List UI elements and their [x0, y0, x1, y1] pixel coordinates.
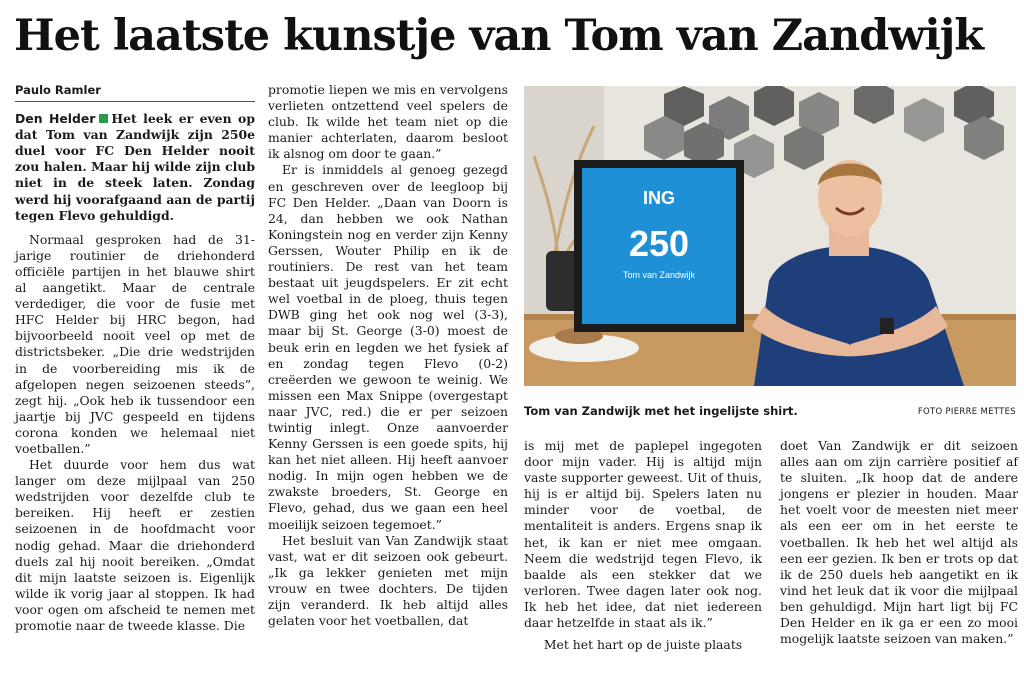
- dateline: Den Helder: [15, 111, 96, 127]
- byline: Paulo Ramler: [15, 82, 255, 102]
- article-column-1: [15, 82, 255, 634]
- dateline-square-icon: [99, 114, 108, 123]
- subheading: Met het hart op de juiste plaats: [543, 637, 743, 653]
- body-paragraph: is mij met de paplepel ingegoten door mijn vader. Hij is altijd mijn vaste supporter geweest. Uit of thuis, hij is er altijd bij. Spelers laten nu minder voor de voetbal, de mentaliteit is anders. Ergens snap ik het, ik kan er niet mee omgaan. Neem die wedstrijd tegen Flevo, ik baalde als een stekker dat we verloren. Twee dagen later ook nog. Ik heb het idee, dat niet iedereen daar hetzelfde in staat als ik.”: [524, 438, 762, 631]
- lead-text: Het leek er even op dat Tom van Zandwijk zijn 250e duel voor FC Den Helder nooit zou halen. Maar hij wilde zijn club niet in de steek laten. Zondag werd hij voorafgaand aan de partij tegen Flevo gehuldigd.: [15, 111, 255, 223]
- body-paragraph: promotie liepen we mis en vervolgens verlieten ontzettend veel spelers de club. Ik wilde het team niet op die manier achterlaten, daarom besloot ik alsnog om door te gaan.”: [268, 82, 508, 162]
- caption-text: Tom van Zandwijk met het ingelijste shirt.: [524, 404, 798, 418]
- article-column-4: [780, 438, 1018, 647]
- body-paragraph: Er is inmiddels al genoeg gezegd en geschreven over de leegloop bij FC Den Helder. „Daan van Doorn is 24, dan hebben we ook Nathan Koningstein nog en verder zijn Kenny Gerssen, Wouter Philip en ik de routiniers. De rest van het team bestaat uit jeugdspelers. Er zit echt wel voetbal in de ploeg, thuis tegen DWB ging het ook nog wel (3-3), maar bij St. George (3-0) moest de beuk erin en legden we het fysiek af en zondag tegen Flevo (0-2) creëerden we gewoon te weinig. We missen een Max Snippe (overgestapt naar JVC, red.) die er per seizoen twintig inlegt. Onze aanvoerder Kenny Gerssen is een goede spits, hij kan het niet alleen. Hij heeft aanvoer nodig. In mijn ogen hebben we de zwakste broeders, St. George en Flevo, gehad, dus we gaan een heel moeilijk seizoen tegemoet.”: [268, 162, 508, 532]
- body-paragraph: Normaal gesproken had de 31-jarige routinier de driehonderd officiële partijen in het blauwe shirt al aangetikt. Maar de centrale verdediger, die voor de fusie met HFC Helder bij HRC begon, had bijvoorbeeld nooit veel op met de districtsbeker. „Die drie wedstrijden in de voorbereiding mis ik de afgelopen negen seizoenen steeds”, zegt hij. „Ook heb ik tussendoor een jaartje bij JVC gespeeld en tijdens corona konden we helemaal niet voetballen.”: [15, 231, 255, 456]
- article-column-3: [524, 438, 762, 653]
- article-column-2: [268, 82, 508, 629]
- body-paragraph: Het duurde voor hem dus wat langer om deze mijlpaal van 250 wedstrijden voor dezelfde club te bereiken. Hij heeft er zestien seizoenen in de hoofdmacht voor nodig gehad. Maar die driehonderd duels zal hij nooit bereiken. „Omdat dit mijn laatste seizoen is. Eigenlijk wilde ik vorig jaar al stoppen. Ik had voor ogen om afscheid te nemen met promotie naar de tweede klasse. Die: [15, 457, 255, 633]
- photo-illustration: [524, 86, 1016, 386]
- frame-name: Tom van Zandwijk: [622, 270, 696, 280]
- headline: Het laatste kunstje van Tom van Zandwijk: [14, 11, 984, 61]
- frame-number: 250: [628, 223, 690, 264]
- article-photo: [524, 86, 1016, 386]
- photo-credit: FOTO PIERRE METTES: [917, 407, 1016, 417]
- lead-paragraph: [15, 111, 255, 224]
- body-paragraph: Het besluit van Van Zandwijk staat vast, wat er dit seizoen ook gebeurt. „Ik ga lekker genieten met mijn vrouw en twee dochters. De tijden zijn veranderd. Ik heb altijd alles gelaten voor het voetballen, dat: [268, 532, 508, 629]
- frame-sponsor: ING: [642, 188, 676, 208]
- photo-caption: [524, 404, 1016, 418]
- body-paragraph: doet Van Zandwijk er dit seizoen alles aan om zijn carrière positief af te sluiten. „Ik hoop dat de andere jongens er plezier in houden. Maar het voelt voor de meesten niet meer als een eer om in het eerste te voetballen. Ik heb het wel altijd als een eer gezien. Ik ben er trots op dat ik de 250 duels heb aangetikt en ik vind het leuk dat ik voor die mijlpaal ben gehuldigd. Mijn hart ligt bij FC Den Helder en ik ga er een zo mooi mogelijk laatste seizoen van maken.”: [780, 438, 1018, 647]
